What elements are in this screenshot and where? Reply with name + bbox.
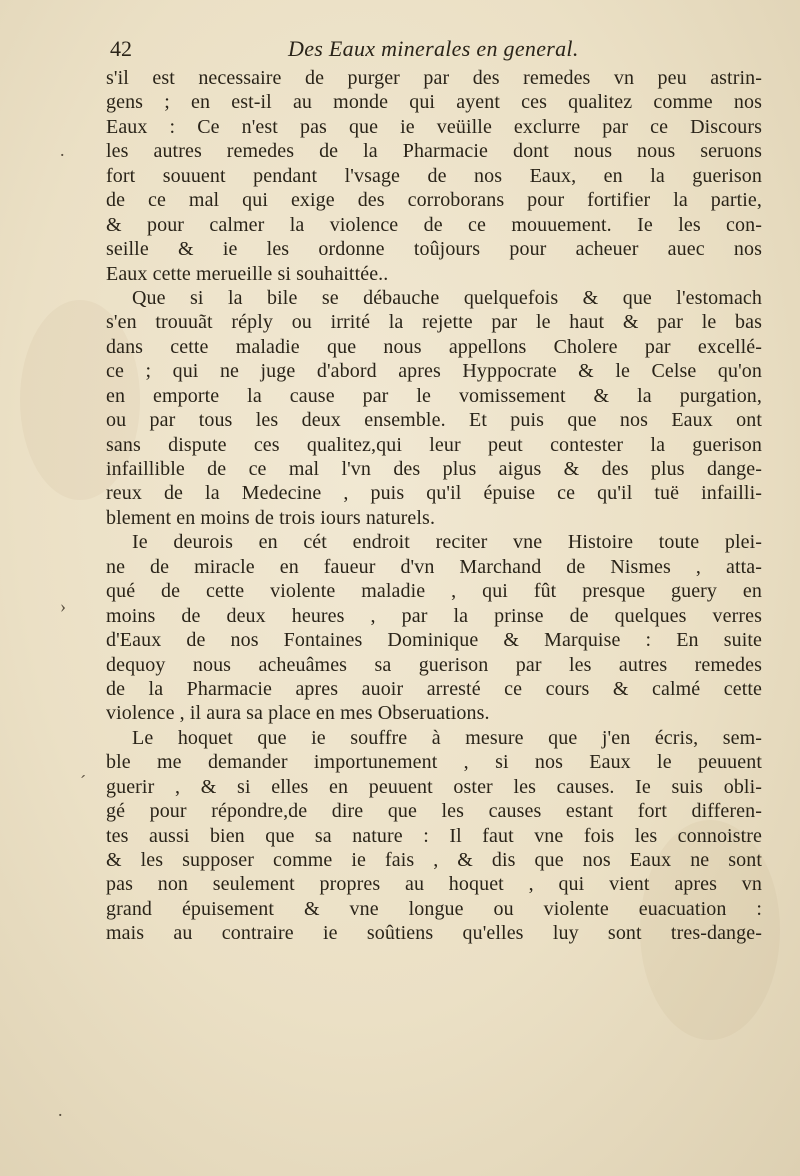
paragraph-end-line: violence , il aura sa place en mes Obseruations. (106, 702, 490, 725)
margin-dot: . (60, 140, 65, 160)
text-line: fort souuent pendant l'vsage de nos Eaux, en la guerison (106, 164, 762, 187)
paragraph-end-line: blement en moins de trois iours naturels. (106, 506, 436, 529)
body-text (106, 66, 762, 946)
paragraph-start-line: Ie deurois en cét endroit reciter vne Histoire toute plei- (132, 531, 762, 554)
text-line: ne de miracle en faueur d'vn Marchand de Nismes , atta- (106, 555, 762, 578)
page-number: 42 (110, 36, 132, 61)
text-line: grand épuisement & vne longue ou violente euacuation : (106, 897, 762, 920)
text-line: sans dispute ces qualitez,qui leur peut contester la guerison (106, 433, 762, 456)
text-line: s'il est necessaire de purger par des remedes vn peu astrin- (106, 67, 762, 89)
text-line: ble me demander importunement , si nos Eaux le peuuent (106, 751, 762, 774)
text-line: qué de cette violente maladie , qui fût presque guery en (106, 580, 762, 603)
margin-dot: . (58, 1100, 63, 1120)
text-line: gé pour répondre,de dire que les causes estant fort differen- (106, 800, 762, 823)
margin-mark: ´ (80, 772, 86, 792)
page-header (110, 36, 760, 70)
text-line: ce ; qui ne juge d'abord apres Hyppocrate & le Celse qu'on (106, 360, 762, 383)
margin-mark: › (60, 596, 66, 616)
text-line: les autres remedes de la Pharmacie dont nous nous seruons (106, 140, 762, 163)
text-line: tes aussi bien que sa nature : Il faut vne fois les connoistre (106, 824, 762, 847)
text-line: ou par tous les deux ensemble. Et puis que nos Eaux ont (106, 409, 762, 432)
text-line: gens ; en est-il au monde qui ayent ces qualitez comme nos (106, 91, 762, 114)
text-line: guerir , & si elles en peuuent oster les causes. Ie suis obli- (106, 775, 762, 798)
text-line: & pour calmer la violence de ce mouuement. Ie les con- (106, 213, 762, 236)
running-title: Des Eaux minerales en general. (288, 36, 579, 61)
text-line: moins de deux heures , par la prinse de quelques verres (106, 604, 762, 627)
text-line: infaillible de ce mal l'vn des plus aigus & des plus dange- (106, 458, 762, 480)
paragraph-end-line: Eaux cette merueille si souhaittée.. (106, 262, 389, 285)
text-line: seille & ie les ordonne toûjours pour acheuer auec nos (106, 238, 762, 261)
text-line: d'Eaux de nos Fontaines Dominique & Marquise : En suite (106, 629, 762, 652)
text-line: en emporte la cause par le vomissement & la purgation, (106, 384, 762, 407)
text-line: & les supposer comme ie fais , & dis que nos Eaux ne sont (106, 849, 762, 871)
paragraph-start-line: Que si la bile se débauche quelquefois & que l'estomach (132, 286, 762, 309)
text-line: dans cette maladie que nous appellons Cholere par excellé- (106, 335, 762, 358)
text-line: mais au contraire ie soûtiens qu'elles luy sont tres-dange- (106, 922, 762, 945)
text-line: de la Pharmacie apres auoir arresté ce cours & calmé cette (106, 677, 762, 700)
text-line: dequoy nous acheuâmes sa guerison par les autres remedes (106, 653, 762, 676)
text-line: s'en trouuãt réply ou irrité la rejette par le haut & par le bas (106, 311, 762, 334)
text-line: pas non seulement propres au hoquet , qui vient apres vn (106, 873, 762, 896)
paragraph-start-line: Le hoquet que ie souffre à mesure que j'en écris, sem- (132, 726, 762, 749)
text-line: de ce mal qui exige des corroborans pour fortifier la partie, (106, 189, 762, 212)
text-line: reux de la Medecine , puis qu'il épuise ce qu'il tuë infailli- (106, 482, 762, 505)
text-line: Eaux : Ce n'est pas que ie veüille exclurre par ce Discours (106, 115, 762, 138)
